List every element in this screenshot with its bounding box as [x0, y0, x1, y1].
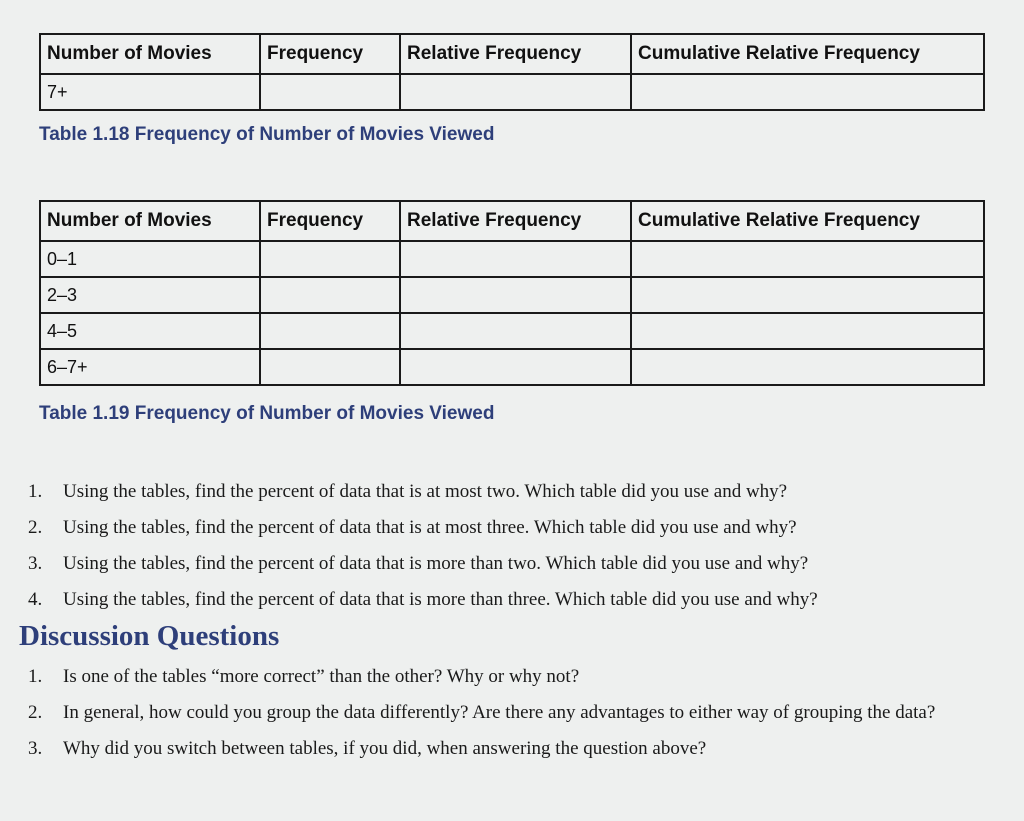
list-item [28, 665, 1002, 689]
header-relative-frequency: Relative Frequency [400, 34, 631, 74]
cell-cumulative-relative-frequency [631, 74, 984, 110]
cell-frequency [260, 277, 400, 313]
item-text: Using the tables, find the percent of data that is more than two. Which table did you use and why? [63, 553, 809, 574]
item-number: 3. [28, 738, 43, 759]
header-number-of-movies: Number of Movies [40, 201, 260, 241]
table-row [40, 241, 984, 277]
cell-movies: 6–7+ [40, 349, 260, 385]
list-item [28, 701, 1002, 725]
item-number: 1. [28, 481, 43, 502]
header-frequency: Frequency [260, 201, 400, 241]
cell-relative-frequency [400, 241, 631, 277]
table-caption-1-19: Table 1.19 Frequency of Number of Movies Viewed [39, 403, 495, 424]
table-header-row [40, 201, 984, 241]
table-caption-1-18: Table 1.18 Frequency of Number of Movies Viewed [39, 124, 495, 145]
discussion-list [28, 665, 1002, 773]
cell-movies: 4–5 [40, 313, 260, 349]
list-item [28, 552, 1002, 576]
header-relative-frequency: Relative Frequency [400, 201, 631, 241]
list-item [28, 480, 1002, 504]
header-frequency: Frequency [260, 34, 400, 74]
table-row [40, 277, 984, 313]
item-text: In general, how could you group the data differently? Are there any advantages to either way of grouping the data? [63, 702, 936, 723]
cell-cumulative-relative-frequency [631, 277, 984, 313]
cell-movies: 2–3 [40, 277, 260, 313]
frequency-table-1-19 [39, 200, 985, 386]
cell-relative-frequency [400, 74, 631, 110]
table-header-row [40, 34, 984, 74]
cell-movies: 0–1 [40, 241, 260, 277]
table-row [40, 313, 984, 349]
item-text: Using the tables, find the percent of data that is at most three. Which table did you use and why? [63, 517, 797, 538]
table-row [40, 74, 984, 110]
cell-cumulative-relative-frequency [631, 349, 984, 385]
header-cumulative-relative-frequency: Cumulative Relative Frequency [631, 34, 984, 74]
cell-relative-frequency [400, 277, 631, 313]
discussion-heading: Discussion Questions [19, 620, 280, 652]
header-number-of-movies: Number of Movies [40, 34, 260, 74]
cell-frequency [260, 349, 400, 385]
item-text: Using the tables, find the percent of data that is at most two. Which table did you use and why? [63, 481, 788, 502]
item-number: 2. [28, 702, 43, 723]
cell-movies: 7+ [40, 74, 260, 110]
cell-frequency [260, 74, 400, 110]
cell-relative-frequency [400, 349, 631, 385]
question-list [28, 480, 1002, 624]
item-text: Using the tables, find the percent of data that is more than three. Which table did you use and why? [63, 589, 818, 610]
item-number: 1. [28, 666, 43, 687]
list-item [28, 516, 1002, 540]
table-row [40, 349, 984, 385]
cell-relative-frequency [400, 313, 631, 349]
cell-cumulative-relative-frequency [631, 241, 984, 277]
item-number: 3. [28, 553, 43, 574]
list-item [28, 588, 1002, 612]
item-text: Is one of the tables “more correct” than the other? Why or why not? [63, 666, 580, 687]
item-number: 4. [28, 589, 43, 610]
cell-cumulative-relative-frequency [631, 313, 984, 349]
list-item [28, 737, 1002, 761]
cell-frequency [260, 241, 400, 277]
frequency-table-1-18 [39, 33, 985, 111]
header-cumulative-relative-frequency: Cumulative Relative Frequency [631, 201, 984, 241]
item-text: Why did you switch between tables, if you did, when answering the question above? [63, 738, 707, 759]
item-number: 2. [28, 517, 43, 538]
cell-frequency [260, 313, 400, 349]
